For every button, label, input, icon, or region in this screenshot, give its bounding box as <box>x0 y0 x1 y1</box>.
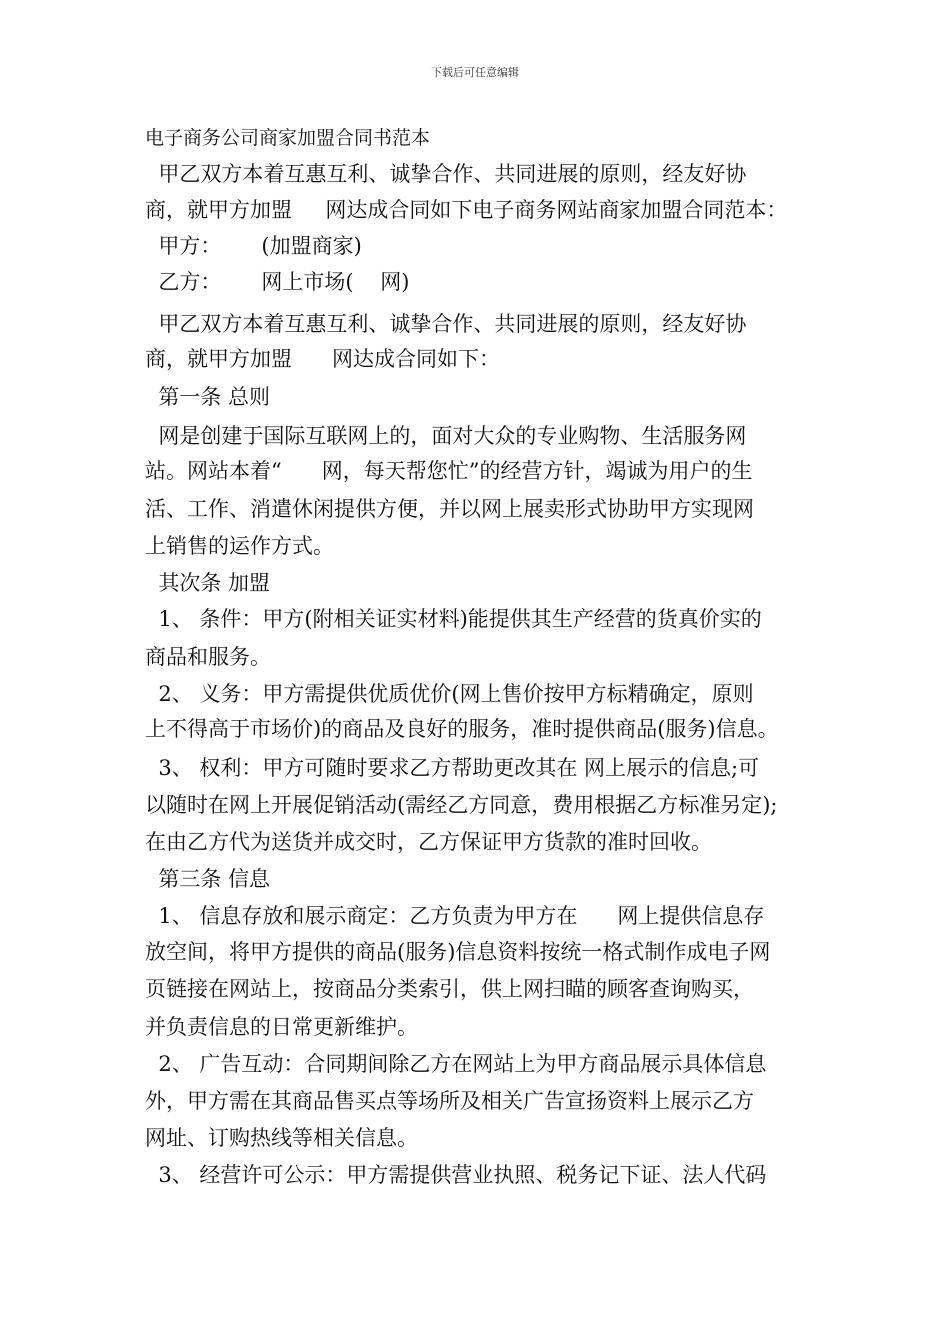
paragraph-line: 站。网站本着“ 网，每天帮您忙”的经营方针，竭诚为用户的生 <box>145 459 753 483</box>
paragraph-line: 甲乙双方本着互惠互利、诚挚合作、共同进展的原则，经友好协 <box>145 312 747 336</box>
paragraph-line: 网是创建于国际互联网上的，面对大众的专业购物、生活服务网 <box>145 424 747 448</box>
page-header: 下载后可任意编辑 <box>431 66 519 79</box>
paragraph-line: 商，就甲方加盟 网达成合同如下： <box>145 347 501 371</box>
paragraph-line: 在由乙方代为送货并成交时，乙方保证甲方货款的准时回收。 <box>145 830 712 854</box>
paragraph-line: 1、 条件：甲方(附相关证实材料)能提供其生产经营的货真价实的 <box>145 607 762 631</box>
paragraph-line: 商，就甲方加盟 网达成合同如下电子商务网站商家加盟合同范本： <box>145 198 788 222</box>
section-heading: 其次条 加盟 <box>145 571 271 595</box>
paragraph-line: 2、 义务：甲方需提供优质优价(网上售价按甲方标精确定，原则 <box>145 682 754 706</box>
section-heading: 第一条 总则 <box>145 385 271 409</box>
paragraph-line: 上销售的运作方式。 <box>145 534 334 558</box>
paragraph-line: 乙方： 网上市场( 网) <box>145 270 410 294</box>
paragraph-line: 3、 权利：甲方可随时要求乙方帮助更改其在 网上展示的信息;可 <box>145 756 760 780</box>
paragraph-line: 活、工作、消遣休闲提供方便，并以网上展卖形式协助甲方实现网 <box>145 497 754 521</box>
paragraph-line: 上不得高于市场价)的商品及良好的服务，准时提供商品(服务)信息。 <box>145 717 779 741</box>
paragraph-line: 3、 经营许可公示：甲方需提供营业执照、税务记下证、法人代码 <box>145 1163 767 1187</box>
paragraph-line: 甲方： (加盟商家) <box>145 234 362 258</box>
paragraph-line: 商品和服务。 <box>145 645 271 669</box>
document-title: 电子商务公司商家加盟合同书范本 <box>145 127 431 149</box>
paragraph-line: 以随时在网上开展促销活动(需经乙方同意，费用根据乙方标准另定); <box>145 793 778 817</box>
paragraph-line: 2、 广告互动：合同期间除乙方在网站上为甲方商品展示具体信息 <box>145 1052 767 1076</box>
paragraph-line: 放空间，将甲方提供的商品(服务)信息资料按统一格式制作成电子网 <box>145 940 771 964</box>
paragraph-line: 页链接在网站上，按商品分类索引，供上网扫瞄的顾客查询购买， <box>145 977 754 1001</box>
paragraph-line: 1、 信息存放和展示商定：乙方负责为甲方在 网上提供信息存 <box>145 904 765 928</box>
paragraph-line: 外，甲方需在其商品售买点等场所及相关广告宣扬资料上展示乙方 <box>145 1089 754 1113</box>
section-heading: 第三条 信息 <box>145 867 271 891</box>
paragraph-line: 甲乙双方本着互惠互利、诚挚合作、共同进展的原则，经友好协 <box>145 162 747 186</box>
paragraph-line: 并负责信息的日常更新维护。 <box>145 1015 418 1039</box>
paragraph-line: 网址、订购热线等相关信息。 <box>145 1126 418 1150</box>
